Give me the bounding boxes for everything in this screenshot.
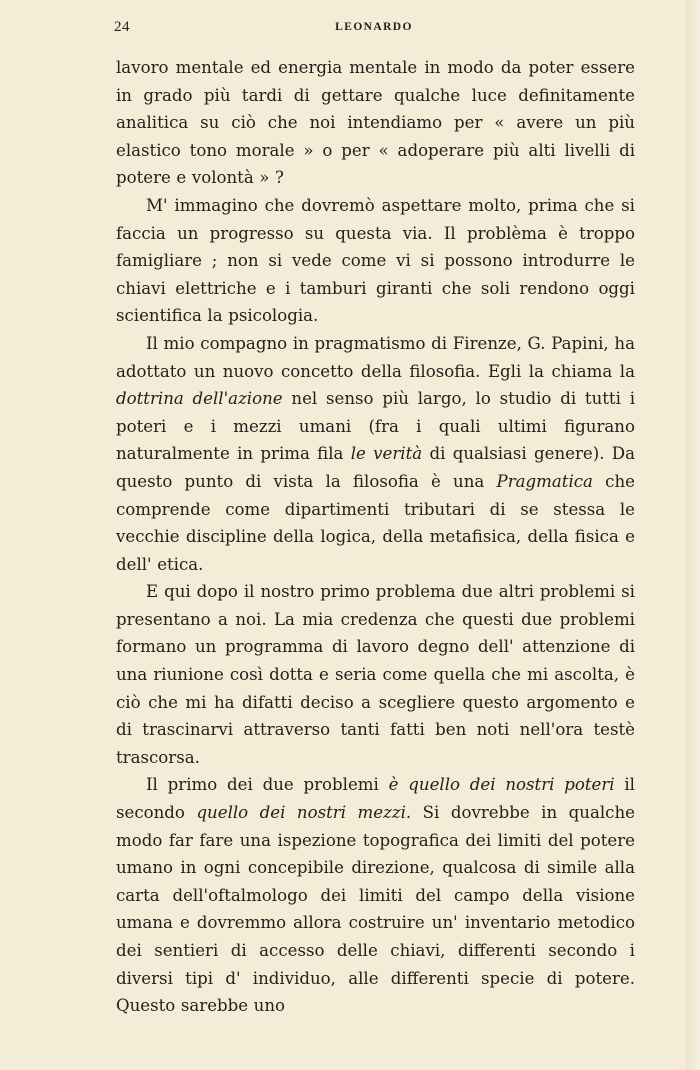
text-run: Il primo dei due problemi	[146, 775, 389, 795]
italic-text-run: è quello dei nostri poteri	[388, 775, 615, 795]
text-run: il secondo	[116, 775, 635, 823]
text-run: che comprende come dipartimenti tributari di se stessa le vecchie discipline della logica, della metafisica, della fisica e dell' etica.	[116, 471, 635, 574]
text-run: di qualsiasi genere). Da questo punto di vista la filosofia è una	[116, 444, 635, 491]
running-head	[114, 19, 634, 39]
running-title: LEONARDO	[335, 21, 413, 33]
text-run: Si dovrebbe in qualche modo far fare una ispezione topografica dei limiti del potere umano in ogni concepibile direzione, qualcosa di simile alla carta dell'oftalmologo dei limiti del campo della visione umana e dovremmo allora costruire un' inventario metodico dei sentieri di accesso delle chiavi, differenti secondo i diversi tipi d' individuo, alle differenti specie di potere. Questo sarebbe uno	[116, 803, 635, 1016]
italic-text-run: le verità	[350, 444, 423, 464]
italic-text-run: Pragmatica	[496, 471, 593, 491]
paragraph	[116, 54, 635, 192]
body-text	[116, 54, 635, 1020]
paragraph	[116, 192, 635, 330]
italic-text-run: quello dei nostri mezzi.	[196, 803, 412, 823]
page-number: 24	[114, 19, 130, 35]
paragraph	[116, 771, 635, 1019]
page-edge	[686, 0, 700, 1070]
paragraph	[116, 578, 635, 771]
text-run: E qui dopo il nostro primo problema due altri problemi si presentano a noi. La mia credenza che questi due problemi formano un programma di lavoro degno dell' attenzione di una riunione così dotta e seria come quella che mi ascolta, è ciò che mi ha difatti deciso a scegliere questo argomento e di trascinarvi attraverso tanti fatti ben noti nell'ora testè trascorsa.	[116, 582, 635, 767]
italic-text-run: dottrina dell'azione	[116, 389, 283, 409]
text-run: Il mio compagno in pragmatismo di Firenze, G. Papini, ha adottato un nuovo concetto della filosofia. Egli la chiama la	[116, 333, 635, 381]
text-run: lavoro mentale ed energia mentale in modo da poter essere in grado più tardi di gettare qualche luce definitamente analitica su ciò che noi intendiamo per « avere un più elastico tono morale » o per « adoperare più alti livelli di potere e volontà » ?	[116, 58, 635, 188]
text-run: nel senso più largo, lo studio di tutti i poteri e i mezzi umani (fra i quali ultimi figurano naturalmente in prima fila	[116, 389, 635, 464]
text-run: M' immagino che dovremò aspettare molto, prima che si faccia un progresso su questa via. Il problèma è troppo famigliare ; non si vede come vi si possono introdurre le chiavi elettriche e i tamburi giranti che soli rendono oggi scientifica la psicologia.	[116, 195, 635, 326]
paragraph	[116, 330, 635, 578]
